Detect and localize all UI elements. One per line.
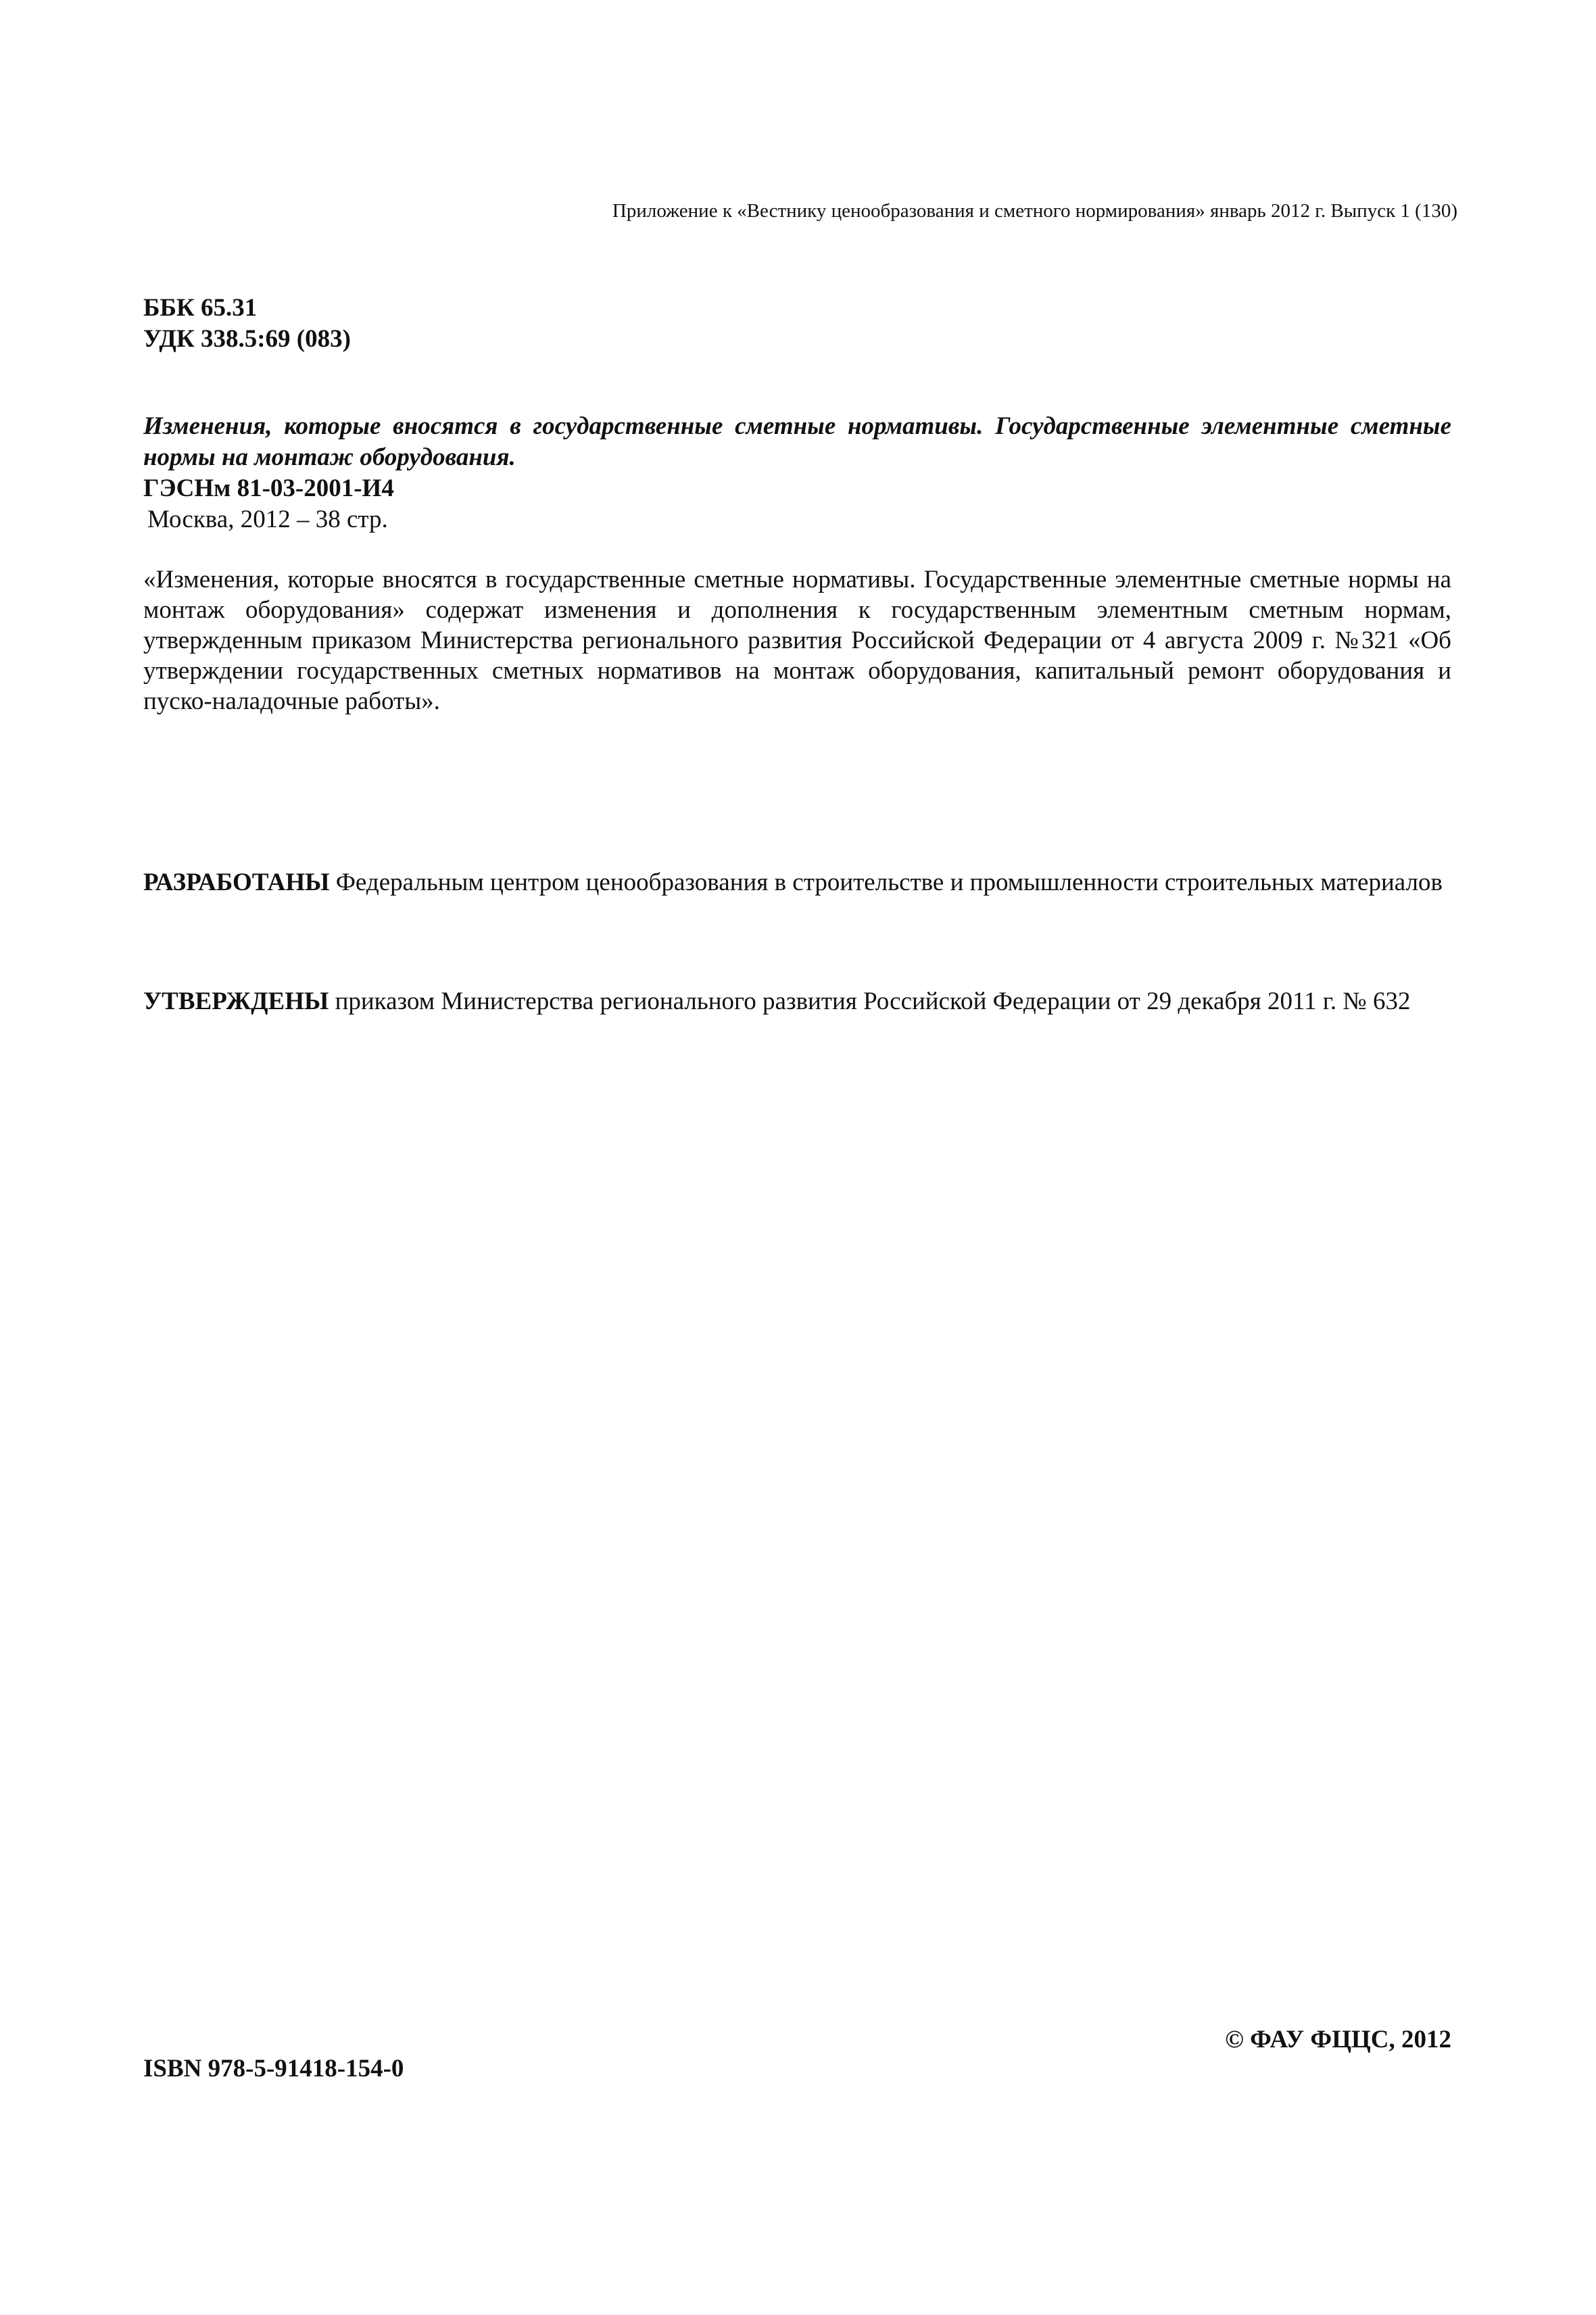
approved-label: УТВЕРЖДЕНЫ — [143, 988, 329, 1015]
document-title: Изменения, которые вносятся в государственные сметные нормативы. Государственные элементные сметные нормы на монтаж оборудования. — [143, 412, 1451, 471]
place-year-pages: Москва, 2012 – 38 стр. — [147, 506, 388, 533]
developed-label: РАЗРАБОТАНЫ — [143, 869, 330, 896]
copyright-notice: © ФАУ ФЦЦС, 2012 — [1225, 2026, 1451, 2053]
approved-text: приказом Министерства регионального развития Российской Федерации от 29 декабря 2011 г. № 632 — [329, 988, 1411, 1015]
developed-by — [143, 867, 1451, 898]
udk-code: УДК 338.5:69 (083) — [143, 325, 351, 353]
bbk-code: ББК 65.31 — [143, 294, 258, 322]
title-block — [143, 411, 1451, 535]
isbn-number: ISBN 978-5-91418-154-0 — [143, 2055, 404, 2082]
classification-codes — [143, 293, 351, 355]
document-code: ГЭСНм 81-03-2001-И4 — [143, 474, 394, 502]
appendix-header: Приложение к «Вестнику ценообразования и сметного нормирования» январь 2012 г. Выпуск 1 (130) — [612, 200, 1457, 222]
approved-by — [143, 986, 1468, 1017]
description-paragraph: «Изменения, которые вносятся в государственные сметные нормативы. Государственные элементные сметные нормы на монтаж оборудования» содержат изменения и дополнения к государственным элементным сметным нормам, утвержденным приказом Министерства регионального развития Российской Федерации от 4 августа 2009 г. №321 «Об утверждении государственных сметных нормативов на монтаж оборудования, капитальный ремонт оборудования и пуско-наладочные работы». — [143, 566, 1451, 715]
developed-text: Федеральным центром ценообразования в строительстве и промышленности строительных материалов — [329, 869, 1443, 896]
